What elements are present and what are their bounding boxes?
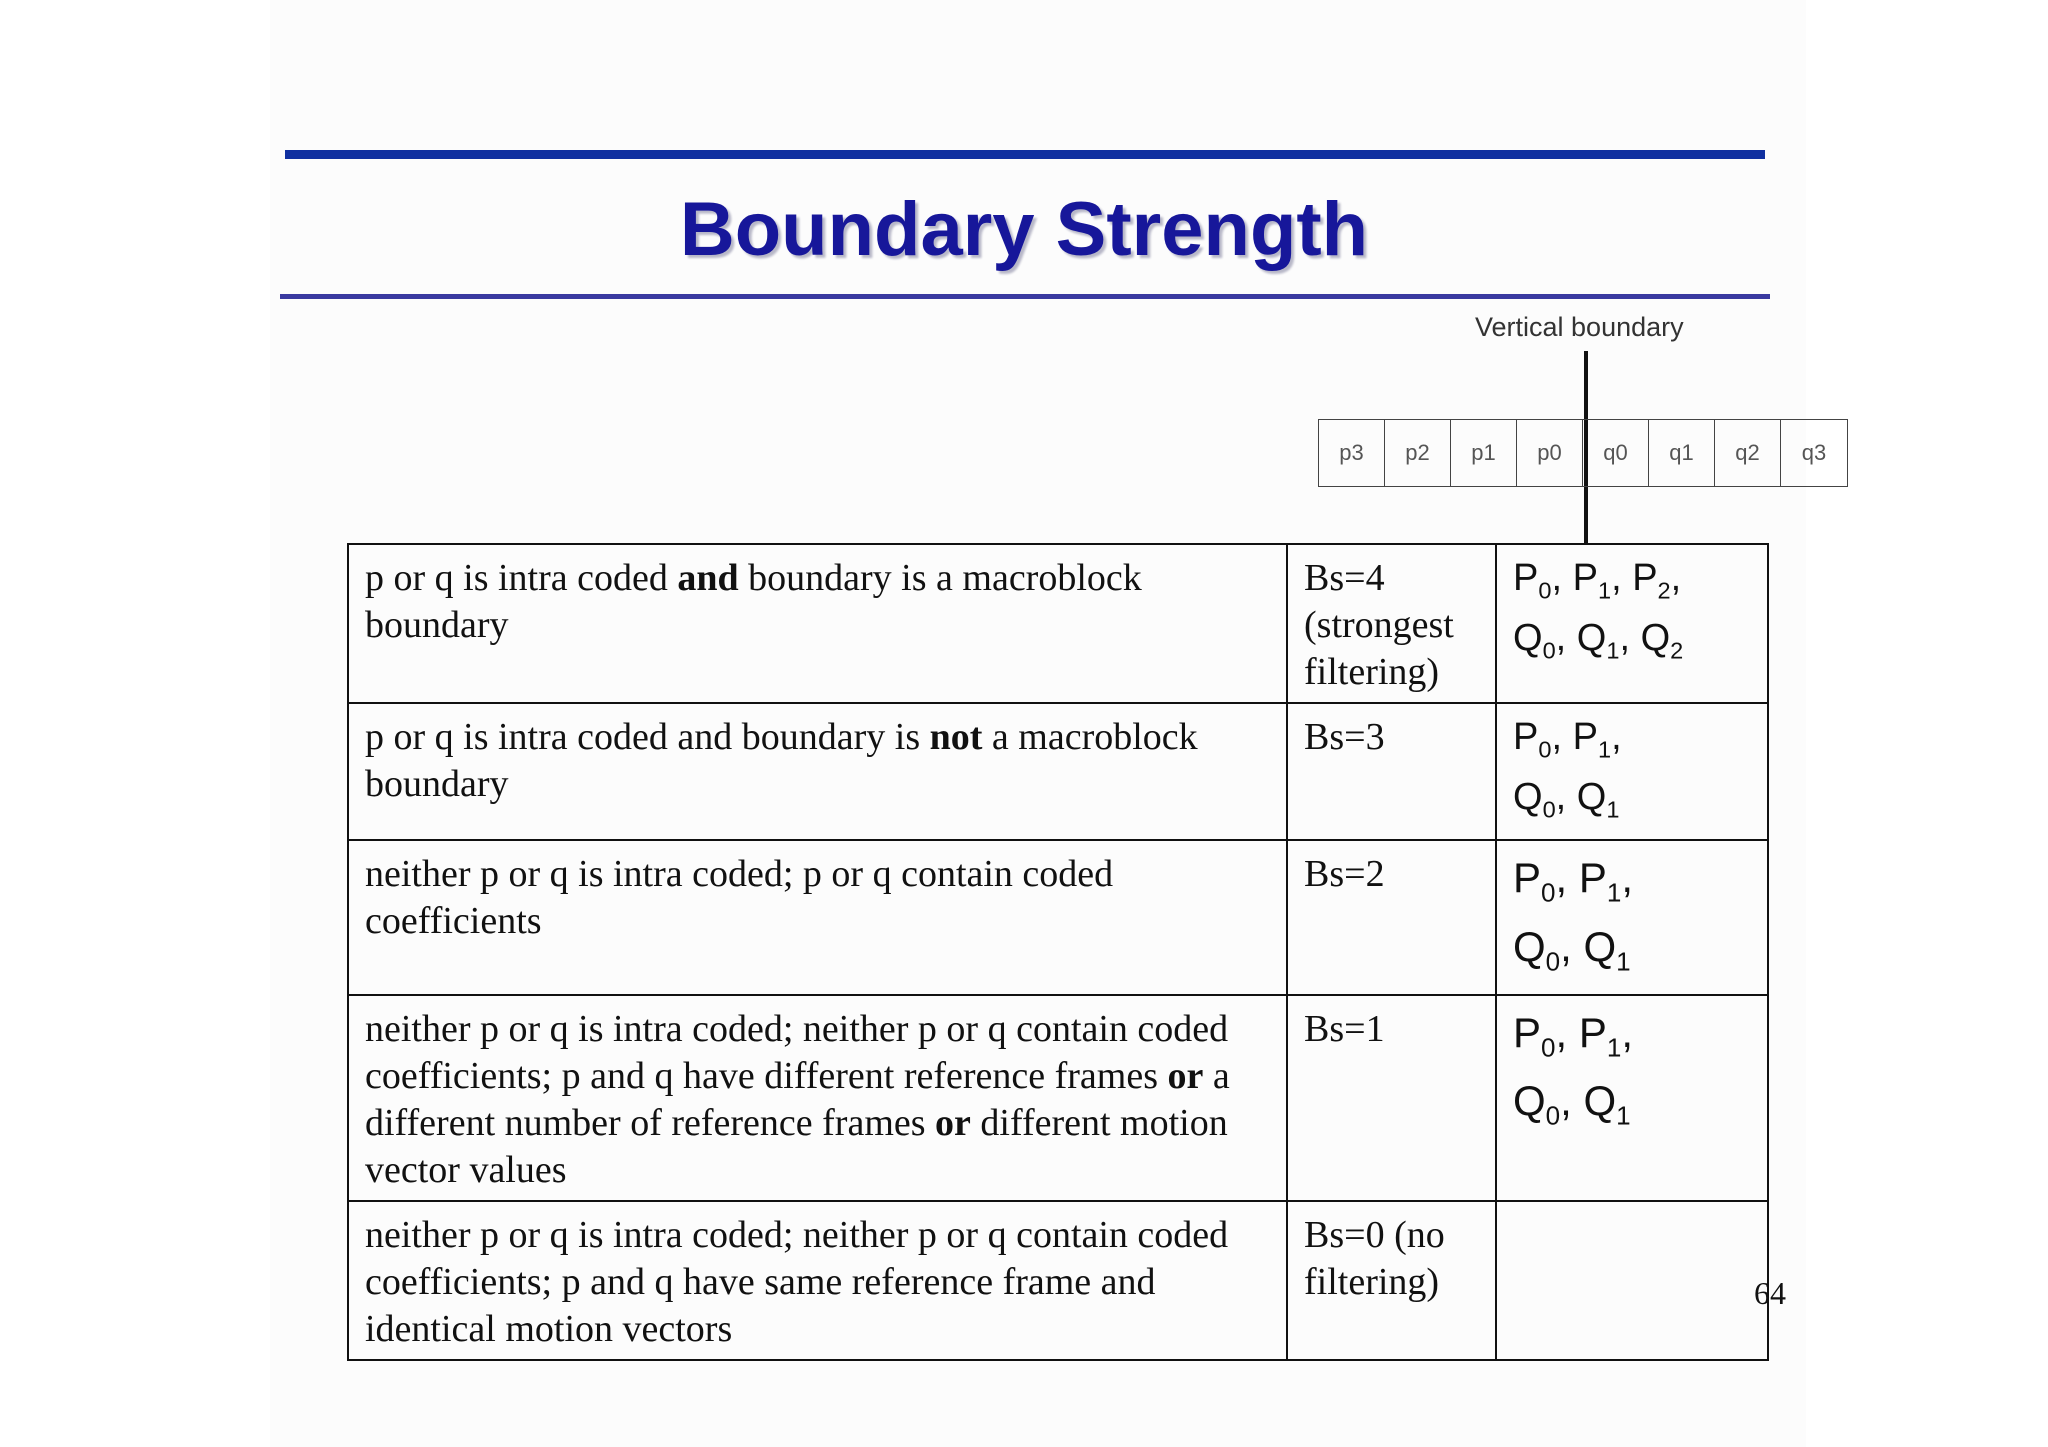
table-row [348,840,1768,995]
bs-value-cell: Bs=4 (strongest filtering) [1287,544,1496,703]
table-row [348,995,1768,1201]
vertical-boundary-label: Vertical boundary [1475,312,1684,342]
condition-cell: neither p or q is intra coded; p or q contain coded coefficients [348,840,1287,995]
filtered-pixels-formatted: $P_0$, $P_1$, $Q_0$, $Q_1$ [1513,716,1622,823]
filtered-pixels-cell [1496,995,1768,1201]
pixel-cell: p1 [1451,420,1517,486]
filtered-pixels-cell [1496,1201,1768,1360]
condition-cell: neither p or q is intra coded; neither p or q contain coded coefficients; p and q have different reference frames or a different number of reference frames or different motion vector values [348,995,1287,1201]
boundary-strength-table [347,543,1769,1361]
filtered-pixels-formatted: $P_0$, $P_1$, $Q_0$, $Q_1$ [1513,854,1634,976]
bs-value-cell: Bs=3 [1287,703,1496,840]
bs-value-cell: Bs=1 [1287,995,1496,1201]
pixel-cell: q2 [1715,420,1781,486]
bs-value-cell: Bs=2 [1287,840,1496,995]
page-number: 64 [1754,1275,1786,1311]
filtered-pixels-cell [1496,840,1768,995]
condition-cell: neither p or q is intra coded; neither p or q contain coded coefficients; p and q have same reference frame and identical motion vectors [348,1201,1287,1360]
bs-value-cell: Bs=0 (no filtering) [1287,1201,1496,1360]
slide-title: Boundary Strength [679,187,1369,272]
condition-cell: p or q is intra coded and boundary is not a macroblock boundary [348,703,1287,840]
condition-cell: p or q is intra coded and boundary is a macroblock boundary [348,544,1287,703]
pixel-cell: p3 [1319,420,1385,486]
filtered-pixels-formatted: $P_0$, $P_1$, $Q_0$, $Q_1$ [1513,1008,1634,1131]
title-rule-top [285,150,1765,159]
pixel-cell: p2 [1385,420,1451,486]
pixel-cell: q3 [1801,440,1827,465]
pixel-row [1318,419,1848,487]
pixel-cell: p0 [1517,420,1583,486]
table-row [348,544,1768,703]
table-row [348,1201,1768,1360]
table-row [348,703,1768,840]
filtered-pixels-cell [1496,703,1768,840]
title-rule-bottom [280,294,1770,299]
filtered-pixels-formatted: $P_0$, $P_1$, $P_2$, $Q_0$, $Q_1$, $Q_2$ [1513,557,1684,664]
pixel-cell: q1 [1649,420,1715,486]
pixel-cell: q0 [1583,420,1649,486]
filtered-pixels-cell [1496,544,1768,703]
